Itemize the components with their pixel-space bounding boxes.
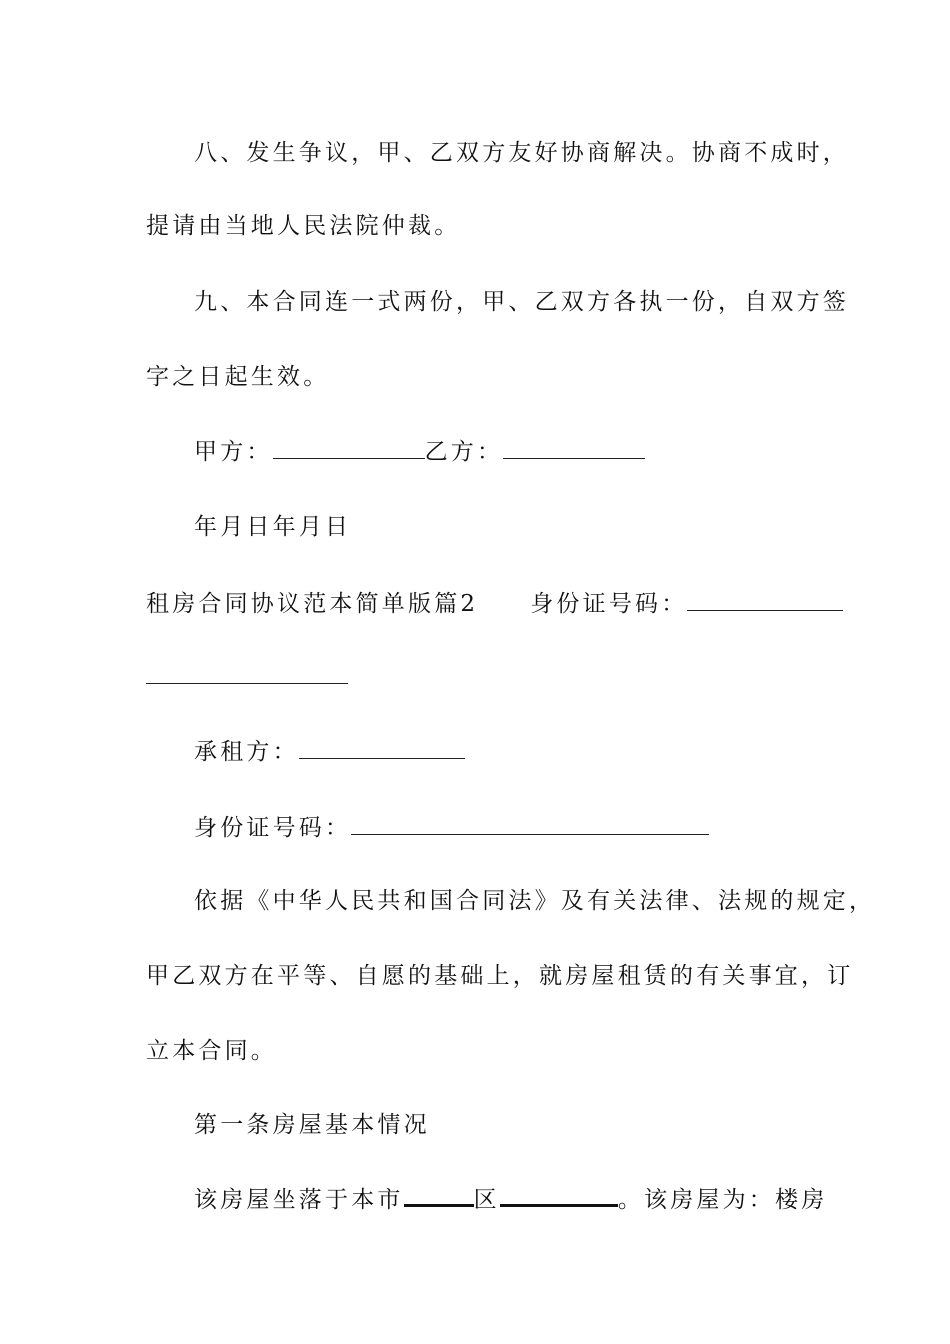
id-line-2: [194, 812, 709, 843]
article1-title: 第一条房屋基本情况: [194, 1112, 430, 1138]
location-line: [194, 1184, 827, 1215]
basis-line3: 立本合同。: [146, 1038, 277, 1064]
basis-line2: 甲乙双方在平等、自愿的基础上，就房屋租赁的有关事宜，订: [146, 963, 854, 989]
party-a-label: 甲方：: [194, 439, 273, 465]
party-b-label: 乙方：: [424, 439, 504, 465]
lessee-blank[interactable]: [299, 736, 465, 759]
location-district: 区: [473, 1187, 500, 1213]
para9-line2: 字之日起生效。: [146, 364, 330, 390]
id-label-2: 身份证号码：: [194, 815, 352, 841]
location-suffix: 。该房屋为：楼房: [617, 1187, 828, 1213]
section-title-line: [146, 588, 843, 619]
date-line: 年月日年月日: [194, 514, 352, 540]
id-blank-1[interactable]: [687, 588, 843, 611]
para8-line1: 八、发生争议，甲、乙双方友好协商解决。协商不成时，: [194, 140, 849, 166]
location-prefix: 该房屋坐落于本市: [194, 1187, 404, 1213]
id-label-1: 身份证号码：: [530, 591, 688, 617]
signature-line: [194, 436, 645, 467]
party-a-blank[interactable]: [273, 436, 425, 459]
id-blank-2[interactable]: [351, 812, 709, 835]
para9-line1: 九、本合同连一式两份，甲、乙双方各执一份，自双方签: [194, 289, 849, 315]
address-blank[interactable]: [500, 1184, 618, 1207]
para8-line2: 提请由当地人民法院仲裁。: [146, 213, 461, 239]
basis-line1: 依据《中华人民共和国合同法》及有关法律、法规的规定，: [194, 888, 876, 914]
lessee-label: 承租方：: [194, 739, 299, 765]
section-title: 租房合同协议范本简单版篇2: [146, 591, 479, 617]
id-blank-continuation[interactable]: [146, 683, 348, 684]
city-district-blank[interactable]: [404, 1184, 474, 1207]
lessee-line: [194, 736, 465, 767]
party-b-blank[interactable]: [503, 436, 645, 459]
